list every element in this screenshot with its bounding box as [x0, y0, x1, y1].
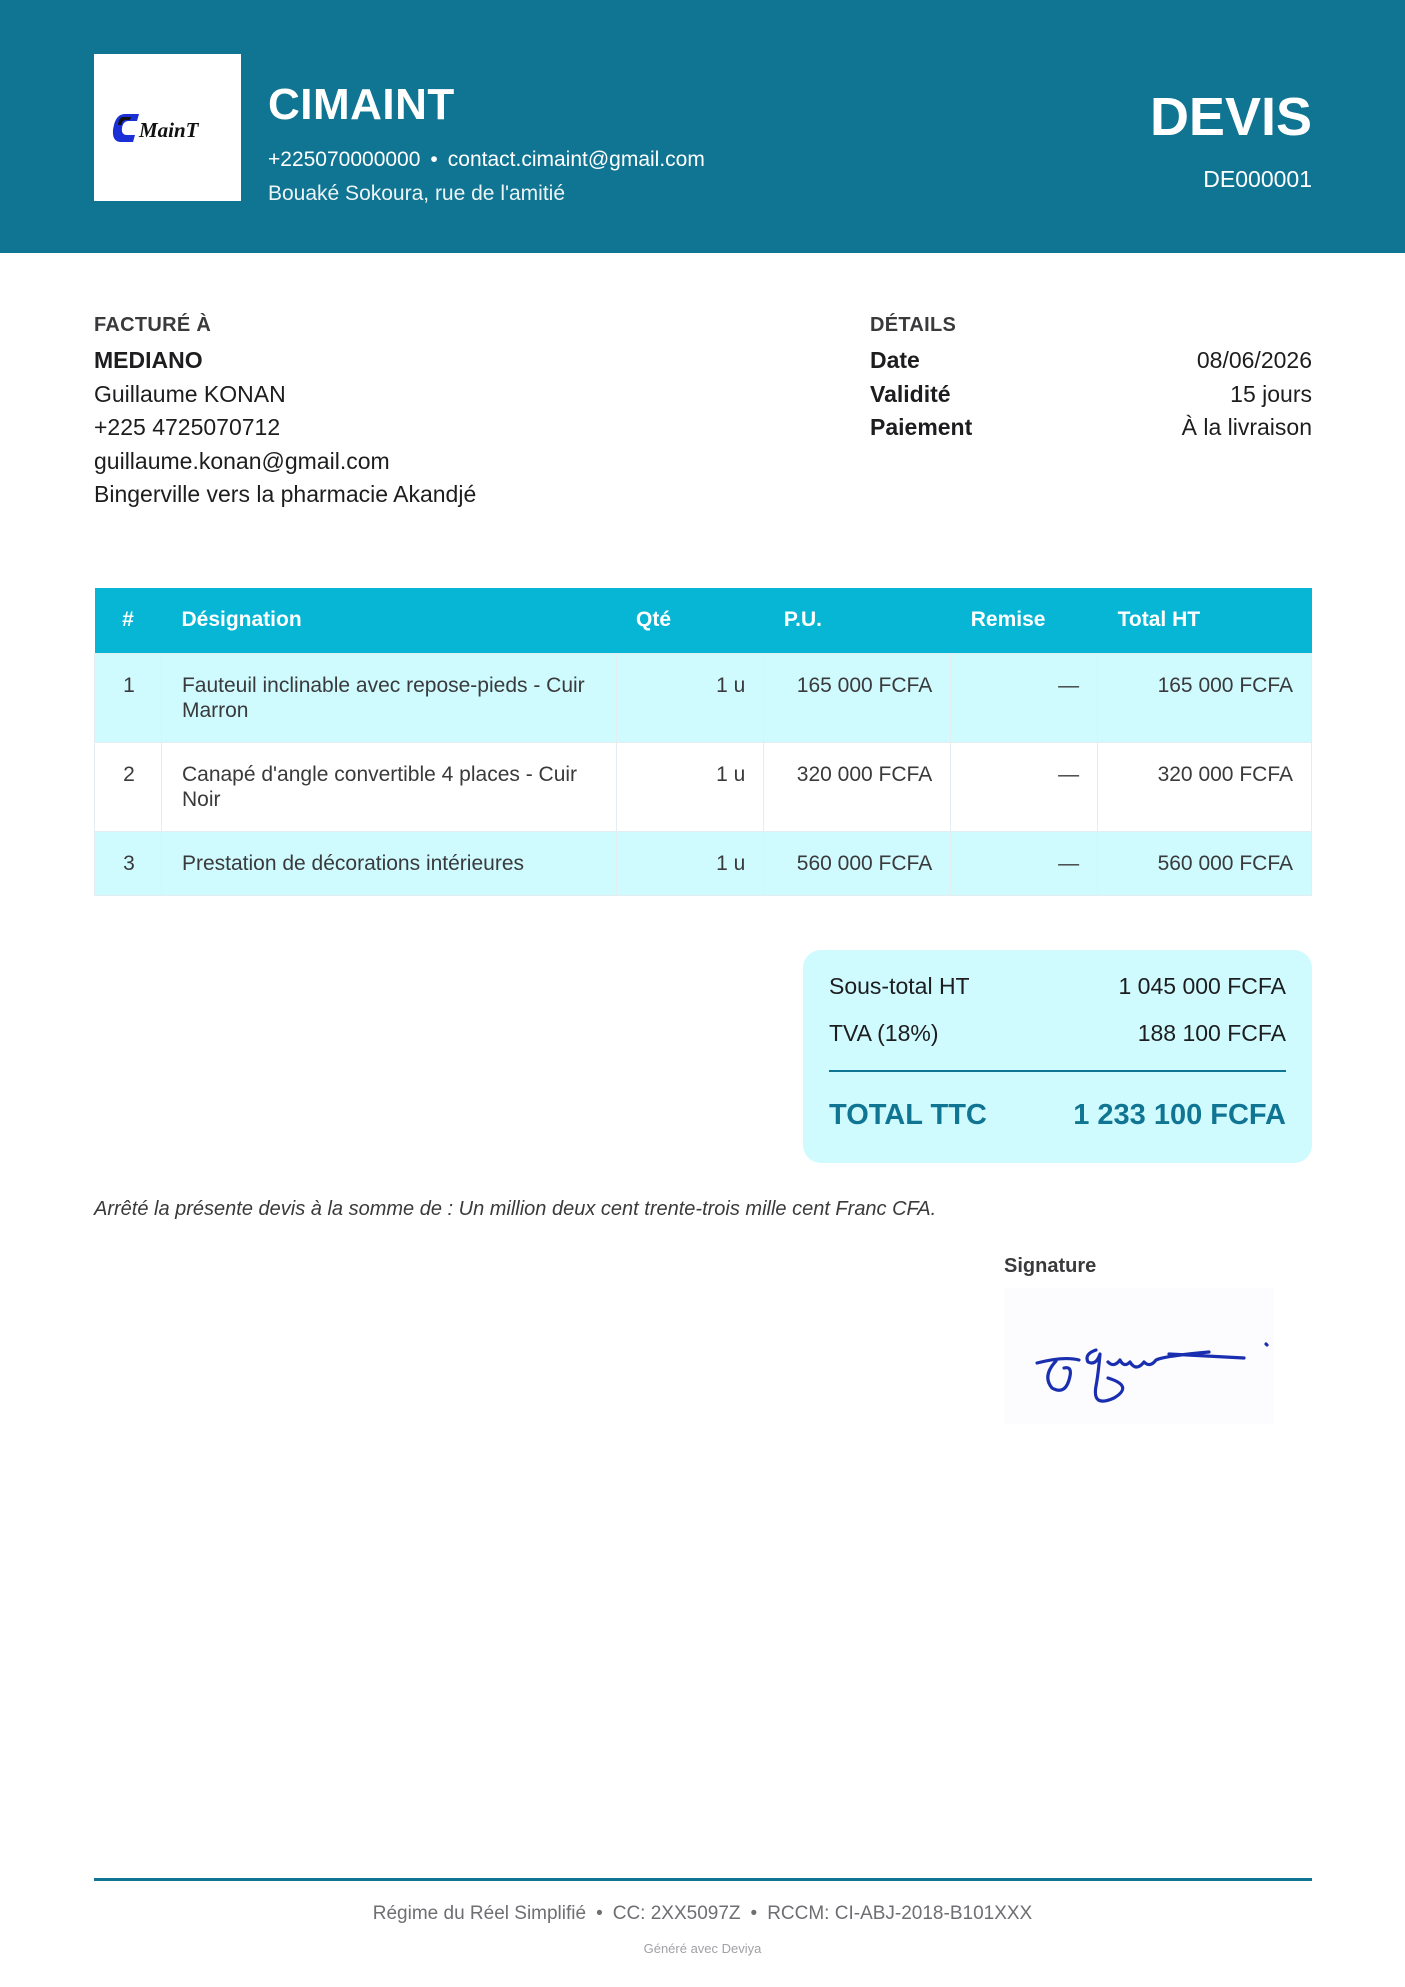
table-row [95, 831, 1312, 895]
column-header-total: Total HT [1098, 588, 1312, 653]
cell-total: 165 000 FCFA [1098, 653, 1312, 742]
details-label: Date [870, 347, 920, 373]
client-email: guillaume.konan@gmail.com [94, 447, 390, 474]
client-contact: Guillaume KONAN [94, 380, 286, 407]
tax-label: TVA (18%) [829, 1020, 939, 1046]
amount-in-words: Arrêté la présente devis à la somme de : Un million deux cent trente-trois mille cent Franc CFA. [94, 1198, 937, 1220]
table-row [95, 742, 1312, 831]
footer-divider [94, 1878, 1312, 1881]
details-value: À la livraison [1181, 414, 1312, 440]
bill-to-section [94, 314, 694, 512]
footer-generated: Généré avec Deviya [643, 1941, 762, 1956]
subtotal-row [829, 972, 1286, 1000]
client-phone: +225 4725070712 [94, 414, 281, 440]
column-header-designation: Désignation [161, 588, 616, 653]
details-row-validity [870, 378, 1312, 412]
company-name: CIMAINT [268, 80, 455, 129]
details-label: Validité [870, 380, 951, 407]
cell-unit-price: 320 000 FCFA [764, 742, 951, 831]
cell-number: 1 [95, 653, 162, 742]
cell-number: 3 [95, 831, 162, 895]
details-section [870, 314, 1312, 445]
bill-to-title: FACTURÉ À [94, 314, 212, 336]
company-address: Bouaké Sokoura, rue de l'amitié [268, 182, 566, 205]
details-value: 08/06/2026 [1196, 347, 1312, 373]
totals-divider [829, 1070, 1286, 1072]
cell-discount: — [951, 742, 1098, 831]
cell-discount: — [951, 831, 1098, 895]
subtotal-value: 1 045 000 FCFA [1118, 973, 1286, 999]
totals-box [803, 950, 1312, 1163]
details-row-payment [870, 411, 1312, 445]
footer-separator: • [750, 1903, 758, 1924]
footer-legal [0, 1903, 1405, 1925]
grand-total-label: TOTAL TTC [829, 1099, 987, 1131]
table-header-row [95, 588, 1312, 653]
subtotal-label: Sous-total HT [829, 973, 970, 999]
signature-label: Signature [1004, 1255, 1097, 1277]
details-title: DÉTAILS [870, 314, 957, 336]
document-type: DEVIS [1149, 87, 1312, 147]
cell-number: 2 [95, 742, 162, 831]
column-header-unit-price: P.U. [764, 588, 951, 653]
cell-designation: Prestation de décorations intérieures [161, 831, 616, 895]
details-value: 15 jours [1230, 380, 1312, 407]
details-row-date [870, 344, 1312, 378]
footer-regime: Régime du Réel Simplifié [372, 1903, 587, 1924]
cell-quantity: 1 u [616, 653, 764, 742]
column-header-discount: Remise [951, 588, 1098, 653]
document-header [0, 0, 1405, 253]
cell-unit-price: 165 000 FCFA [764, 653, 951, 742]
grand-total-value: 1 233 100 FCFA [1073, 1099, 1286, 1131]
signature-image [1004, 1288, 1274, 1424]
table-row [95, 653, 1312, 742]
company-logo-mark [109, 108, 227, 148]
details-label: Paiement [870, 414, 973, 440]
footer-separator: • [596, 1903, 603, 1924]
company-phone: +225070000000 [268, 148, 421, 171]
cell-quantity: 1 u [616, 831, 764, 895]
cell-total: 560 000 FCFA [1098, 831, 1312, 895]
contact-separator: • [430, 148, 438, 171]
company-email: contact.cimaint@gmail.com [447, 148, 705, 171]
client-name: MEDIANO [94, 347, 203, 373]
client-address: Bingerville vers la pharmacie Akandjé [94, 481, 477, 507]
grand-total-row [829, 1099, 1286, 1132]
company-contact [268, 148, 705, 172]
footer-cc: CC: 2XX5097Z [612, 1903, 741, 1924]
svg-text:MainT: MainT [138, 117, 199, 142]
cell-total: 320 000 FCFA [1098, 742, 1312, 831]
document-number: DE000001 [1203, 166, 1312, 192]
company-logo [94, 54, 241, 201]
cell-unit-price: 560 000 FCFA [764, 831, 951, 895]
cell-quantity: 1 u [616, 742, 764, 831]
items-table [94, 588, 1312, 896]
column-header-number: # [95, 588, 162, 653]
tax-value: 188 100 FCFA [1137, 1020, 1286, 1046]
signature-scribble [1004, 1288, 1274, 1424]
cell-designation: Fauteuil inclinable avec repose-pieds - Cuir Marron [161, 653, 616, 742]
footer-rccm: RCCM: CI-ABJ-2018-B101XXX [767, 1903, 1033, 1924]
column-header-quantity: Qté [616, 588, 764, 653]
cell-discount: — [951, 653, 1098, 742]
tax-row [829, 1019, 1286, 1047]
cell-designation: Canapé d'angle convertible 4 places - Cuir Noir [161, 742, 616, 831]
